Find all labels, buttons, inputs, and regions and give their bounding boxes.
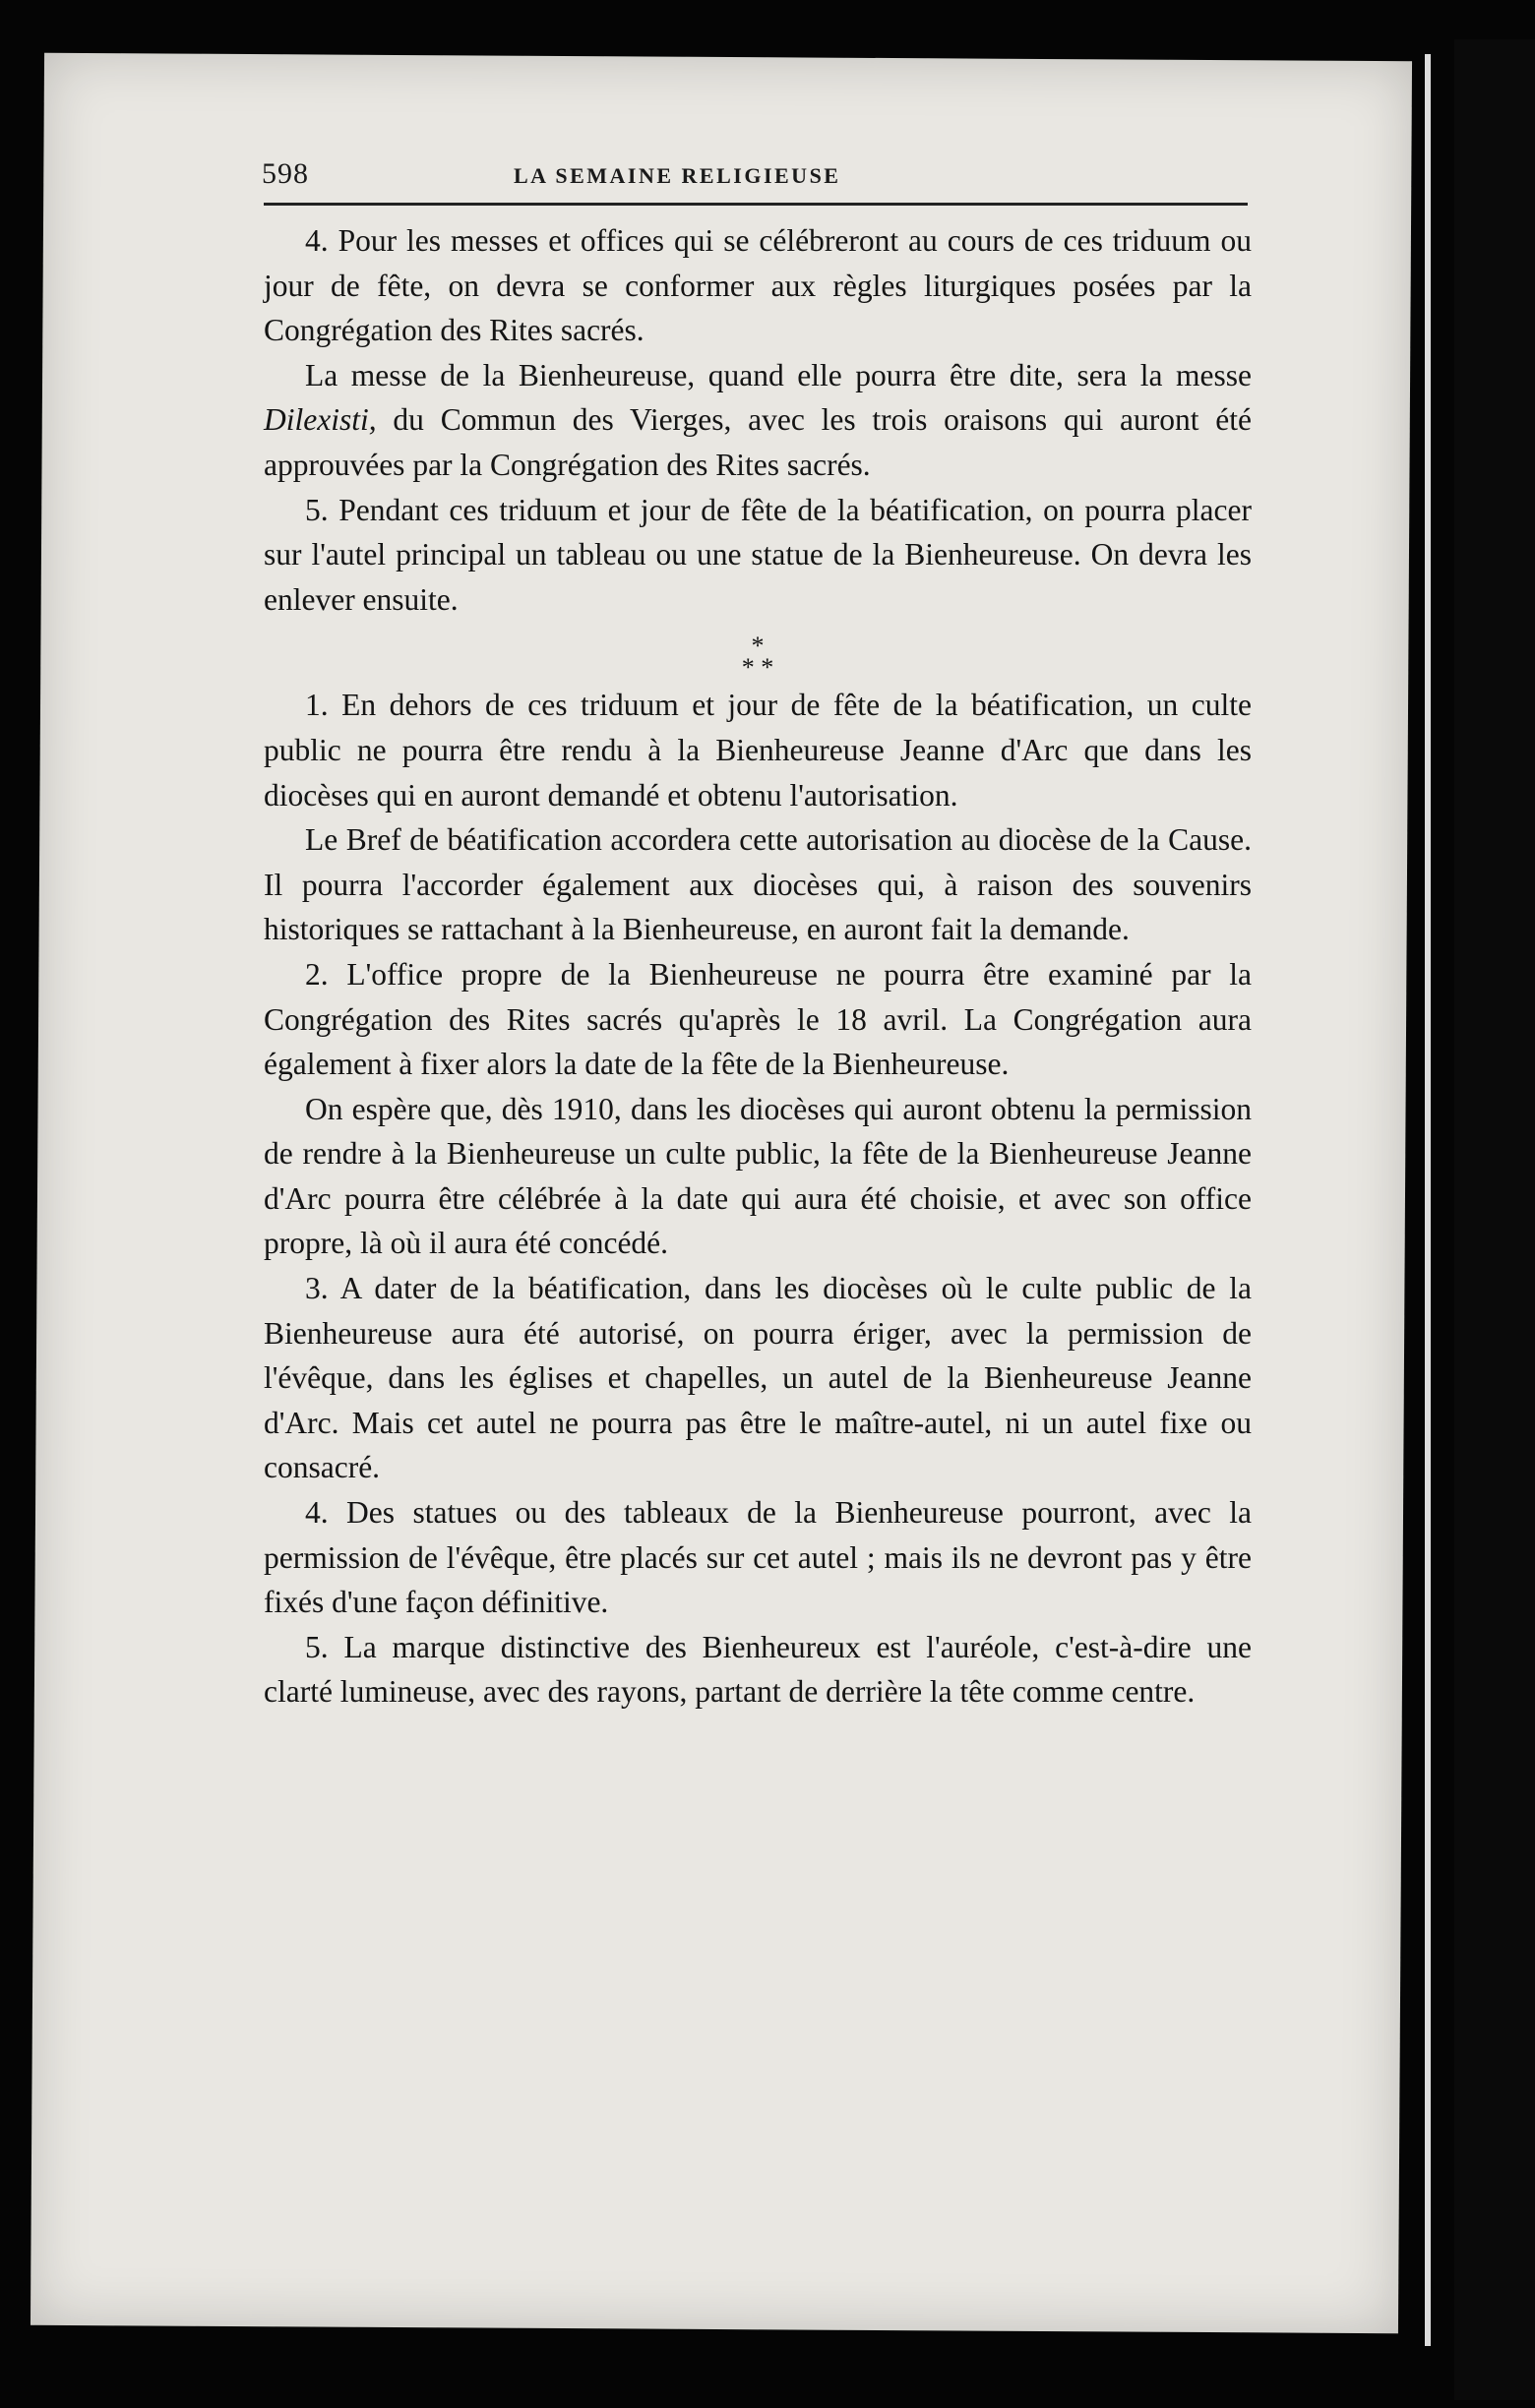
page-body (264, 218, 1252, 1715)
page-edge (1425, 54, 1431, 2346)
adjacent-page-shadow (1454, 39, 1535, 2400)
paragraph-5: Le Bref de béatification accordera cette autorisation au diocèse de la Cause. Il pourra l'accorder également aux diocèses qui, à raison des souvenirs historiques se rattachant à la Bienheureuse, en auront fait la demande. (264, 822, 1252, 947)
asterism-top: * (751, 632, 765, 661)
paragraph-9: 4. Des statues ou des tableaux de la Bienheureuse pourront, avec la permission de l'évêque, être placés sur cet autel ; mais ils ne devront pas y être fixés d'une façon définitive. (264, 1495, 1252, 1620)
paragraph-2 (264, 353, 1252, 488)
paragraph-6: 2. L'office propre de la Bienheureuse ne pourra être examiné par la Congrégation des Rites sacrés qu'après le 18 avril. La Congrégation aura également à fixer alors la date de la fête de la Bienheureuse. (264, 956, 1252, 1082)
paragraph-7: On espère que, dès 1910, dans les diocèses qui auront obtenu la permission de rendre à la Bienheureuse un culte public, la fête de la Bienheureuse Jeanne d'Arc pourra être célébrée à la date qui aura été choisie, et avec son office propre, là où il aura été concédé. (264, 1091, 1252, 1261)
paragraph-3: 5. Pendant ces triduum et jour de fête de la béatification, on pourra placer sur l'autel principal un tableau ou une statue de la Bienheureuse. On devra les enlever ensuite. (264, 492, 1252, 617)
paragraph-2-start: La messe de la Bienheureuse, quand elle pourra être dite, sera la messe (305, 357, 1252, 392)
page-header (226, 157, 1250, 203)
header-rule (264, 203, 1248, 206)
paragraph-8: 3. A dater de la béatification, dans les diocèses où le culte public de la Bienheureuse aura été autorisé, on pourra ériger, avec la permission de l'évêque, dans les églises et chapelles, un autel de la Bienheureuse Jeanne d'Arc. Mais cet autel ne pourra pas être le maître-autel, ni un autel fixe ou consacré. (264, 1271, 1252, 1485)
paragraph-2-end: du Commun des Vierges, avec les trois oraisons qui auront été approuvées par la Congrégation des Rites sacrés. (264, 402, 1252, 482)
running-title: LA SEMAINE RELIGIEUSE (514, 163, 841, 188)
page-number: 598 (262, 157, 309, 190)
paragraph-1: 4. Pour les messes et offices qui se célébreront au cours de ces triduum ou jour de fête, on devra se conformer aux règles liturgiques posées par la Congrégation des Rites sacrés. (264, 223, 1252, 348)
paragraph-2-italic: Dilexisti, (264, 402, 377, 438)
asterism-bottom: * * (741, 653, 774, 683)
paragraph-10: 5. La marque distinctive des Bienheureux est l'auréole, c'est-à-dire une clarté lumineuse, avec des rayons, partant de derrière la tête comme centre. (264, 1629, 1252, 1710)
asterism (264, 632, 1252, 683)
paragraph-4: 1. En dehors de ces triduum et jour de fête de la béatification, un culte public ne pourra être rendu à la Bienheureuse Jeanne d'Arc que dans les diocèses qui en auront demandé et obtenu l'autorisation. (264, 688, 1252, 813)
